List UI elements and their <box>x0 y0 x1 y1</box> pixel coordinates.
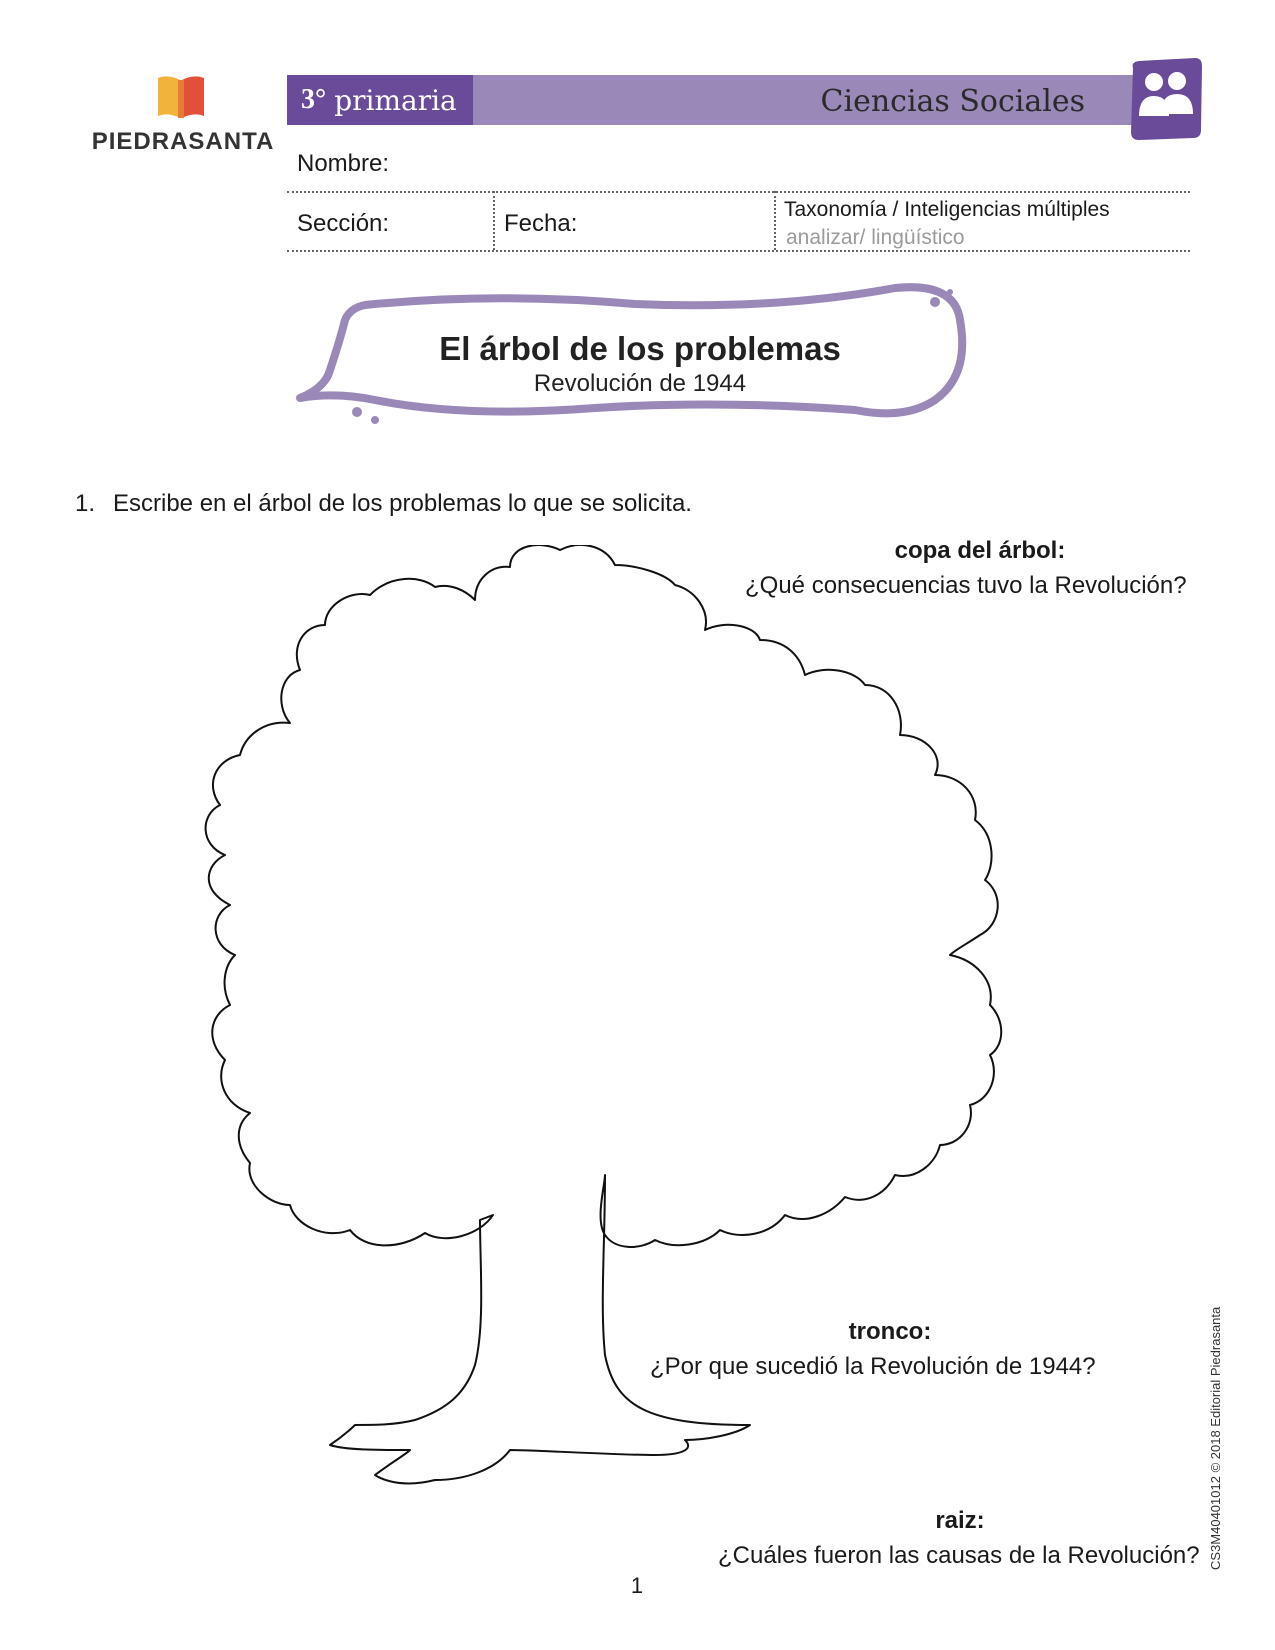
grade-badge <box>287 75 473 125</box>
taxonomia-label: Taxonomía / Inteligencias múltiples <box>784 198 1110 221</box>
divider <box>774 191 776 250</box>
copyright-text: CS3M40401012 © 2018 Editorial Piedrasanta <box>1208 1306 1223 1570</box>
raiz-label: raiz: <box>935 1507 985 1534</box>
people-icon <box>1125 58 1203 140</box>
divider <box>493 191 495 250</box>
instruction-text: Escribe en el árbol de los problemas lo que se solicita. <box>113 490 692 517</box>
brand-logo-text: PIEDRASANTA <box>91 128 275 155</box>
tronco-question: ¿Por que sucedió la Revolución de 1944? <box>650 1353 1096 1380</box>
nombre-line <box>287 191 1190 193</box>
page-number: 1 <box>630 1573 644 1598</box>
grade-number: 3° <box>301 84 327 115</box>
copa-question: ¿Qué consecuencias tuvo la Revolución? <box>745 572 1187 599</box>
instruction-number: 1. <box>75 490 96 517</box>
taxonomia-value: analizar/ lingüístico <box>786 226 965 249</box>
book-logo-icon <box>156 74 206 120</box>
tronco-label: tronco: <box>848 1318 932 1345</box>
subject-title: Ciencias Sociales <box>820 84 1085 119</box>
fecha-label: Fecha: <box>504 210 578 237</box>
grade-label: primaria <box>334 83 457 117</box>
page-title: El árbol de los problemas <box>439 330 841 367</box>
seccion-label: Sección: <box>297 210 390 237</box>
page-subtitle: Revolución de 1944 <box>533 370 747 397</box>
raiz-question: ¿Cuáles fueron las causas de la Revolución? <box>718 1542 1200 1569</box>
tree-outline-icon <box>175 545 1055 1580</box>
nombre-label: Nombre: <box>297 150 390 177</box>
seccion-line <box>287 250 1190 252</box>
copa-label: copa del árbol: <box>894 537 1066 564</box>
